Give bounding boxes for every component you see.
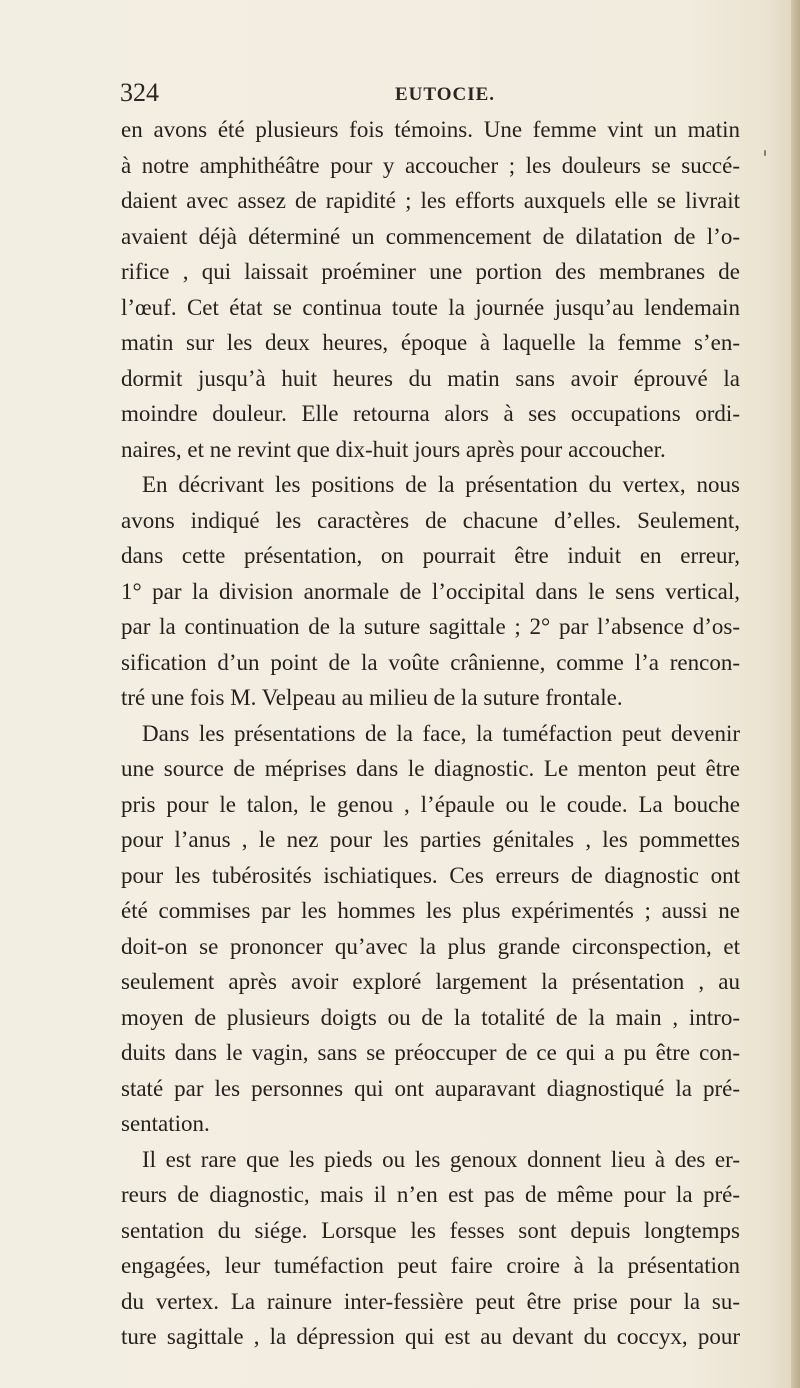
text-line: avons indiqué les caractères de chacune d’elles. Seulement, [121,507,740,533]
text-line: doit-on se prononcer qu’avec la plus grande circonspection, et [121,933,740,959]
text-line: l’œuf. Cet état se continua toute la journée jusqu’au lendemain [121,294,740,320]
text-line: engagées, leur tuméfaction peut faire croire à la présentation [121,1253,740,1278]
page-edge [791,0,800,1388]
text-line: matin sur les deux heures, époque à laquelle la femme s’en- [121,330,740,355]
text-line: été commises par les hommes les plus expérimentés ; aussi ne [121,898,740,923]
text-line: tré une fois M. Velpeau au milieu de la suture frontale. [121,685,623,710]
text-line: par la continuation de la suture sagittale ; 2° par l’absence d’os- [121,614,740,639]
paper-speck [764,150,766,156]
text-line: daient avec assez de rapidité ; les efforts auxquels elle se livrait [121,188,740,213]
text-line: en avons été plusieurs fois témoins. Une femme vint un matin [121,117,740,142]
text-line: duits dans le vagin, sans se préoccuper de ce qui a pu être con- [121,1040,740,1065]
text-line: Dans les présentations de la face, la tuméfaction peut devenir [142,720,740,746]
text-line: 1° par la division anormale de l’occipital dans le sens vertical, [121,578,740,604]
text-line: dans cette présentation, on pourrait être induit en erreur, [121,543,740,568]
text-line: ture sagittale , la dépression qui est au devant du coccyx, pour [121,1324,740,1349]
running-title: EUTOCIE. [395,84,496,105]
text-line: dormit jusqu’à huit heures du matin sans avoir éprouvé la [121,365,740,391]
paragraph [121,1142,740,1355]
text-line: à notre amphithéâtre pour y accoucher ; les douleurs se succé- [121,152,740,178]
text-line: naires, et ne revint que dix-huit jours après pour accoucher. [121,436,666,462]
text-line: moyen de plusieurs doigts ou de la totalité de la main , intro- [121,1004,740,1030]
text-line: En décrivant les positions de la présentation du vertex, nous [142,472,740,497]
text-line: seulement après avoir exploré largement la présentation , au [121,969,740,994]
text-line: rifice , qui laissait proéminer une portion des membranes de [121,259,740,284]
body-text [121,112,740,1355]
page-number: 324 [120,78,159,107]
text-line: sification d’un point de la voûte crânienne, comme l’a rencon- [121,649,740,675]
text-line: sentation du siége. Lorsque les fesses sont depuis longtemps [121,1217,740,1243]
text-line: pour les tubérosités ischiatiques. Ces erreurs de diagnostic ont [121,862,740,888]
text-line: du vertex. La rainure inter-fessière peut être prise pour la su- [121,1288,740,1314]
paragraph [121,716,740,1142]
text-line: reurs de diagnostic, mais il n’en est pas de même pour la pré- [121,1182,740,1207]
paragraph [121,112,740,467]
text-line: pour l’anus , le nez pour les parties génitales , les pommettes [121,827,740,852]
text-line: Il est rare que les pieds ou les genoux donnent lieu à des er- [142,1146,740,1172]
text-line: sentation. [121,1111,210,1136]
text-line: une source de méprises dans le diagnostic. Le menton peut être [121,756,740,781]
text-line: pris pour le talon, le genou , l’épaule ou le coude. La bouche [121,791,740,817]
text-line: staté par les personnes qui ont auparavant diagnostiqué la pré- [121,1075,740,1101]
page-header [120,78,740,108]
text-line: moindre douleur. Elle retourna alors à ses occupations ordi- [121,401,740,426]
text-line: avaient déjà déterminé un commencement de dilatation de l’o- [121,223,740,249]
paragraph [121,467,740,716]
